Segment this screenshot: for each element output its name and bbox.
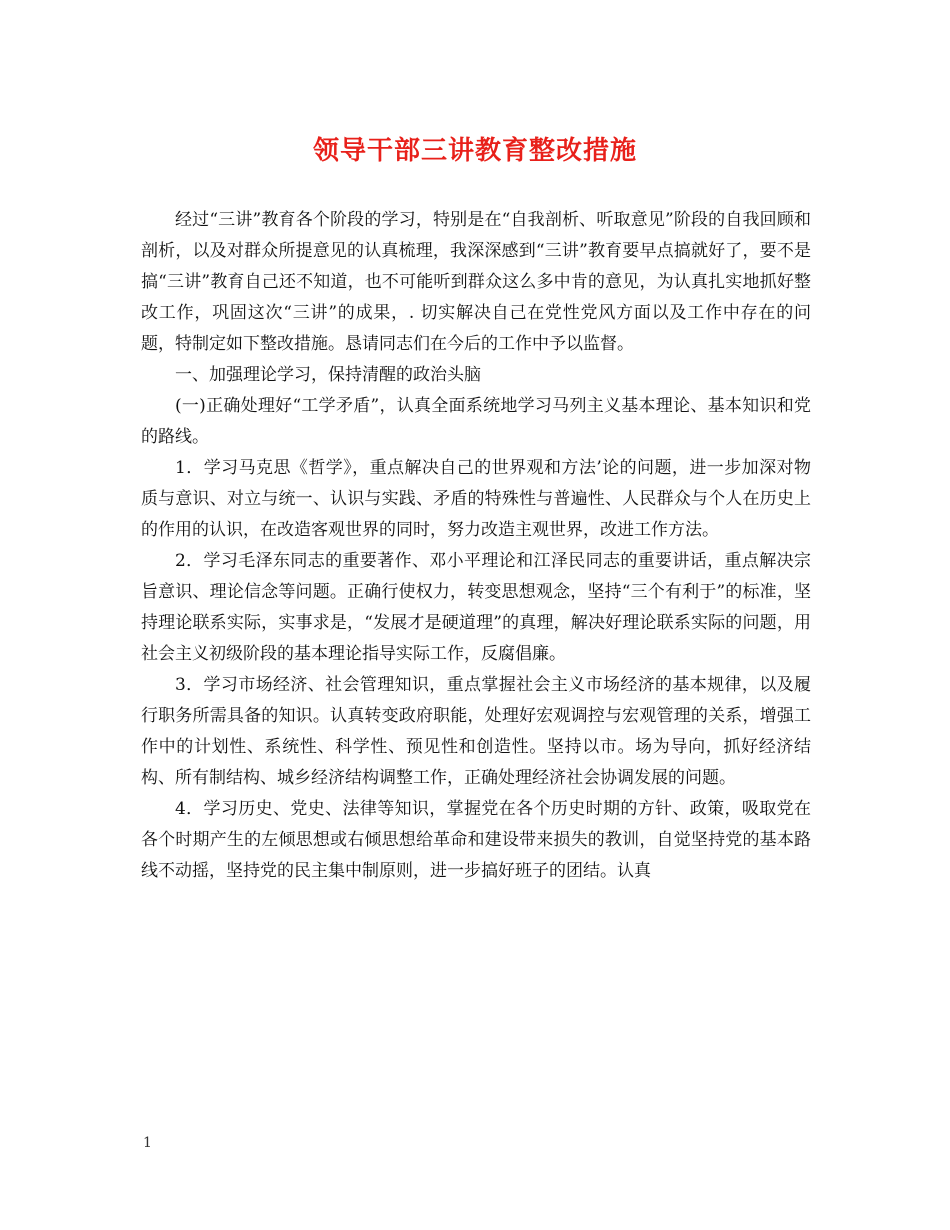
subsection-heading-1: (一)正确处理好“工学矛盾”，认真全面系统地学习马列主义基本理论、基本知识和党的路线。 <box>141 396 811 447</box>
section-heading-1: 一、加强理论学习，保持清醒的政治头脑 <box>175 365 481 385</box>
paragraph-item-2: 2．学习毛泽东同志的重要著作、邓小平理论和江泽民同志的重要讲话，重点解决宗旨意识、理论信念等问题。正确行使权力，转变思想观念，坚持“三个有利于”的标准，坚持理论联系实际，实事求是，“发展才是硬道理”的真理，解决好理论联系实际的问题，用社会主义初级阶段的基本理论指导实际工作，反腐倡廉。 <box>141 551 811 664</box>
paragraph-intro: 经过“三讲”教育各个阶段的学习，特别是在“自我剖析、听取意见”阶段的自我回顾和剖析，以及对群众所提意见的认真梳理，我深深感到“三讲”教育要早点搞就好了，要不是搞“三讲”教育自己还不知道，也不可能听到群众这么多中肯的意见，为认真扎实地抓好整改工作，巩固这次“三讲”的成果，. 切实解决自己在党性党风方面以及工作中存在的问题，特制定如下整改措施。恳请同志们在今后的工作中予以监督。 <box>141 210 811 354</box>
paragraph-item-1: 1．学习马克思《哲学》，重点解决自己的世界观和方法’论的问题，进一步加深对物质与意识、对立与统一、认识与实践、矛盾的特殊性与普遍性、人民群众与个人在历史上的作用的认识，在改造客观世界的同时，努力改造主观世界，改进工作方法。 <box>141 458 811 540</box>
page-number: 1 <box>143 1135 152 1151</box>
paragraph-item-3: 3．学习市场经济、社会管理知识，重点掌握社会主义市场经济的基本规律，以及履行职务所需具备的知识。认真转变政府职能，处理好宏观调控与宏观管理的关系，增强工作中的计划性、系统性、科学性、预见性和创造性。坚持以市。场为导向，抓好经济结构、所有制结构、城乡经济结构调整工作，正确处理经济社会协调发展的问题。 <box>141 675 811 788</box>
document-title: 领导干部三讲教育整改措施 <box>312 136 637 166</box>
document-body <box>141 205 811 887</box>
paragraph-item-4: 4．学习历史、党史、法律等知识，掌握党在各个历史时期的方针、政策，吸取党在各个时期产生的左倾思想或右倾思想给革命和建设带来损失的教训，自觉坚持党的基本路线不动摇，坚持党的民主集中制原则，进一步搞好班子的团结。认真 <box>141 799 811 881</box>
